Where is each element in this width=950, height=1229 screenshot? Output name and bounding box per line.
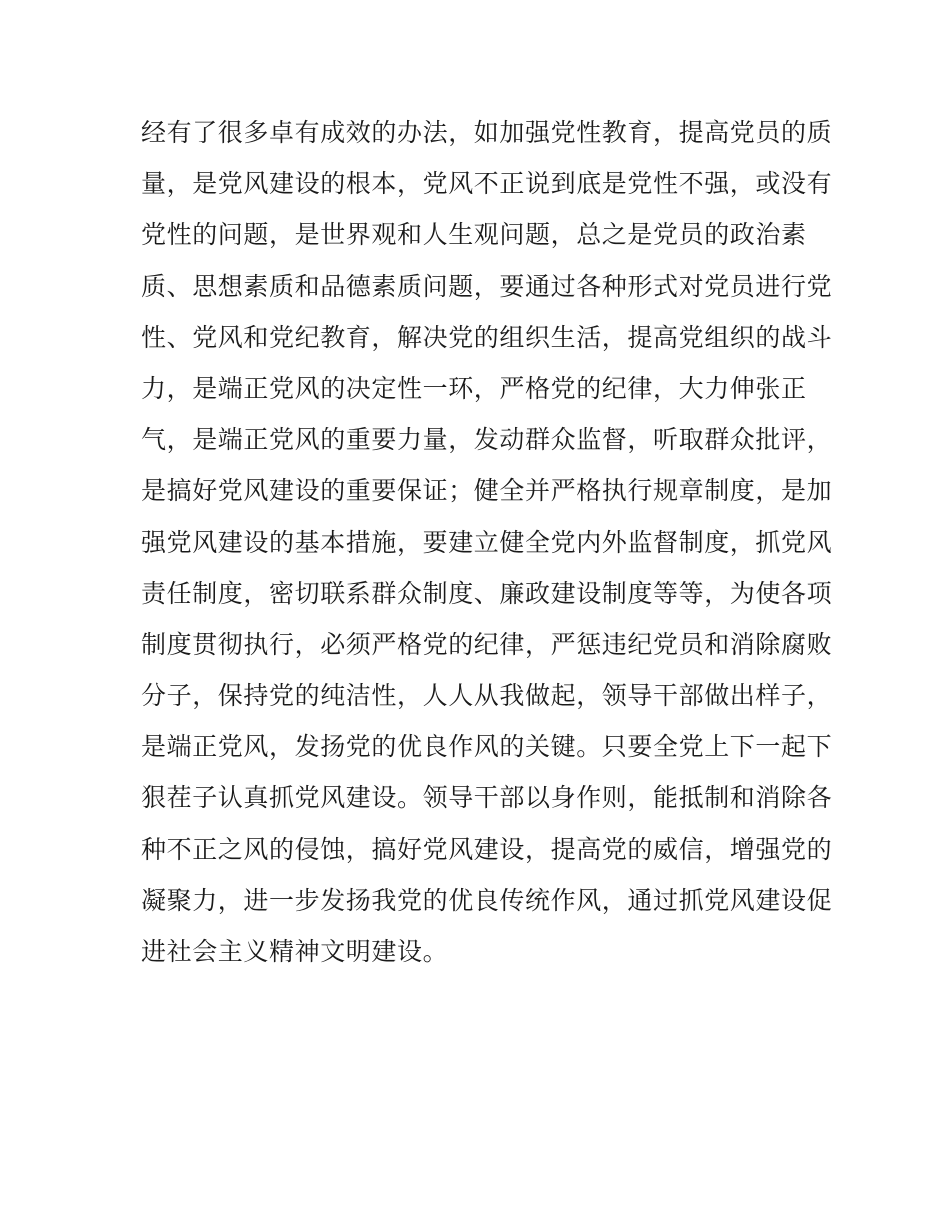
paragraph-line: 党性的问题，是世界观和人生观问题，总之是党员的政治素 xyxy=(141,220,807,250)
paragraph-line: 是搞好党风建设的重要保证；健全并严格执行规章制度，是加 xyxy=(141,476,833,506)
paragraph-line: 分子，保持党的纯洁性，人人从我做起，领导干部做出样子， xyxy=(141,681,833,711)
paragraph-line: 凝聚力，进一步发扬我党的优良传统作风，通过抓党风建设促 xyxy=(141,885,833,915)
paragraph-line: 量，是党风建设的根本，党风不正说到底是党性不强，或没有 xyxy=(141,169,833,199)
paragraph-line: 是端正党风，发扬党的优良作风的关键。只要全党上下一起下 xyxy=(141,732,833,762)
paragraph-line: 气，是端正党风的重要力量，发动群众监督，听取群众批评， xyxy=(141,425,833,455)
body-paragraph xyxy=(141,107,833,977)
paragraph-line: 强党风建设的基本措施，要建立健全党内外监督制度，抓党风 xyxy=(141,527,833,557)
paragraph-line: 制度贯彻执行，必须严格党的纪律，严惩违纪党员和消除腐败 xyxy=(141,629,833,659)
paragraph-line: 种不正之风的侵蚀，搞好党风建设，提高党的威信，增强党的 xyxy=(141,834,833,864)
paragraph-line: 性、党风和党纪教育，解决党的组织生活，提高党组织的战斗 xyxy=(141,322,833,352)
paragraph-line: 力，是端正党风的决定性一环，严格党的纪律，大力伸张正 xyxy=(141,373,807,403)
paragraph-line: 质、思想素质和品德素质问题，要通过各种形式对党员进行党 xyxy=(141,271,833,301)
paragraph-line: 责任制度，密切联系群众制度、廉政建设制度等等，为使各项 xyxy=(141,578,833,608)
paragraph-line: 狠茬子认真抓党风建设。领导干部以身作则，能抵制和消除各 xyxy=(141,783,833,813)
paragraph-line: 进社会主义精神文明建设。 xyxy=(141,937,449,966)
paragraph-line: 经有了很多卓有成效的办法，如加强党性教育，提高党员的质 xyxy=(141,118,833,147)
